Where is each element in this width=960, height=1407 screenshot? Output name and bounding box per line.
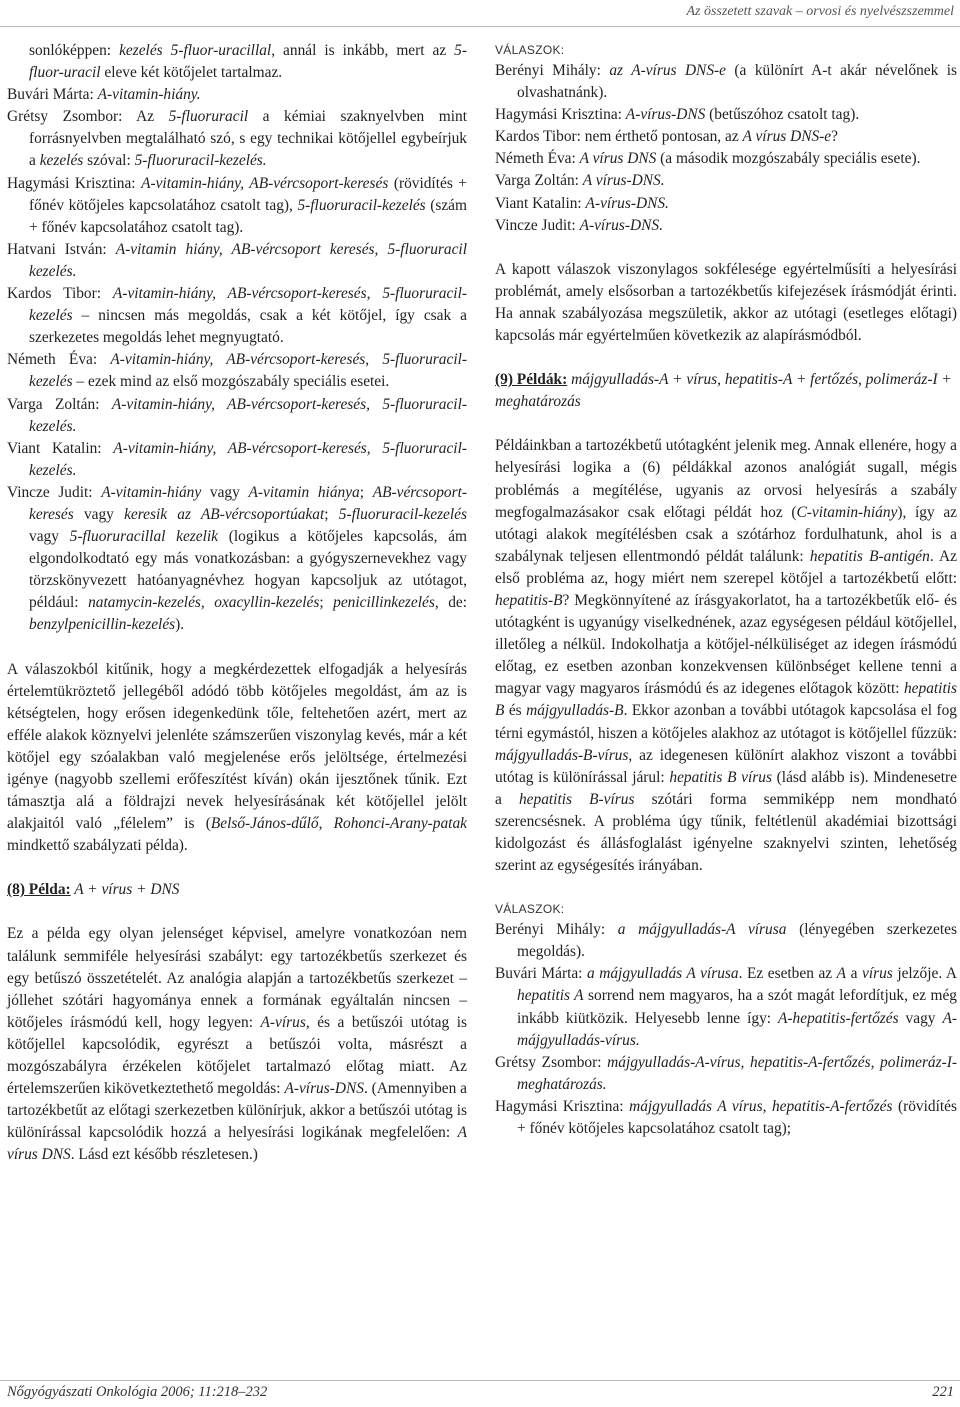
answer-buvari-2: Buvári Márta: a májgyulladás A vírusa. Ez esetben az A a vírus jelzője. A hepatitis A sorrend nem magyaros, ha a szót magát lefordítjuk, ez még inkább kiütközik. Helyesebb lenne így: A-hepatitis-fertőzés vagy A-májgyulladás-vírus. — [495, 965, 958, 1049]
left-column — [7, 40, 467, 1167]
answer-nemeth: Németh Éva: A-vitamin-hiány, AB-vércsoport-keresés, 5-fluoruracil-kezelés – ezek mind az első mozgószabály speciális esetei. — [7, 351, 467, 391]
answer-viant: Viant Katalin: A-vitamin-hiány, AB-vércsoport-keresés, 5-fluoruracil-kezelés. — [7, 439, 467, 479]
page-number: 221 — [932, 1384, 954, 1400]
answer-kardos: Kardos Tibor: nem érthető pontosan, az A vírus DNS-e? — [495, 128, 838, 146]
answer-hagymasi-2: Hagymási Krisztina: májgyulladás A vírus, hepatitis-A-fertőzés (rövidítés + főnév kötőjeles kapcsolatához csatolt tag); — [495, 1097, 957, 1138]
answer-hagymasi: Hagymási Krisztina: A-vírus-DNS (betűszóhoz csatolt tag). — [495, 106, 860, 124]
answer-berenyi-2: Berényi Mihály: a májgyulladás-A vírusa (lényegében szerkezetes megoldás). — [495, 921, 957, 961]
answer-kardos: Kardos Tibor: A-vitamin-hiány, AB-vércsoport-keresés, 5-fluoruracil-kezelés – nincsen más megoldás, csak a két kötőjel, így csak a szerkezetes megoldás lehet megnyugtató. — [7, 285, 467, 347]
body-paragraph-2: Ez a példa egy olyan jelenséget képvisel, amelyre vonatkozóan nem találunk semmiféle helyesírási szabályt: egy tartozékbetűs szerkezet és egy betűszó összetételét. Az analógia alapján a tartozékbetűs szerkezet – jóllehet szótári hagyománya ennek a formának egyáltalán nincsen – kötőjeles írásmódú kell, hogy legyen: A-vírus, és a betűszói utótag is kötőjellel kapcsolódik, egyrészt a betűszói volta, másrészt a mozgószabályra érzékelen kötőjelet tartalmazó előtag miatt. Az értelemszerűen kikövetkeztethető megoldás: A-vírus-DNS. (Amennyiben a tartozékbetűt az előtagi szerkezetben különírjuk, akkor a betűszói utótag is különírással kapcsolódik hozzá a helyesírási logikának megfelelően: A vírus DNS. Lásd ezt később részletesen.) — [7, 925, 468, 1164]
right-column — [495, 40, 957, 1140]
body-paragraph-3: A kapott válaszok viszonylagos sokfélesége egyértelműsíti a helyesírási problémát, amely elsősorban a tartozékbetűs kifejezések írásmódját érinti. Ha annak szabályozása megszületik, akkor az utótagi (esetleges előtagi) kapcsolás már egyértelműen következik az alapírásmódból. — [495, 260, 957, 345]
answer-varga: Varga Zoltán: A-vitamin-hiány, AB-vércsoport-keresés, 5-fluoruracil-kezelés. — [7, 395, 467, 435]
footer-journal: Nőgyógyászati Onkológia 2006; 11:218–232 — [7, 1384, 268, 1400]
footer-rule — [0, 1380, 960, 1381]
answer-nemeth: Németh Éva: A vírus DNS (a második mozgószabály speciális esete). — [495, 150, 921, 168]
body-paragraph-4: Példáinkban a tartozékbetű utótagként jelenik meg. Annak ellenére, hogy a helyesírási logika a (6) példákkal azonos analógiát sugall, mégis problémás a megítélése, ugyanis az orvosi helyesírás a szabály megfogalmazásakor csak előtagi példát hoz (C-vitamin-hiány), így az utótagi alakok megítélésben csak a szótárhoz fordulhatunk, ahol is a szabálynak teljesen ellentmondó példát találunk: hepatitis B-antigén. Az első probléma az, hogy miért nem szerepel kötőjel a tartozékbetű előtt: hepatitis-B? Megkönnyítené az írásgyakorlatot, ha a tartozékbetűk elő- és utótagként is ugyanúgy viselkednének, azaz egységesen például kötőjellel, illetőleg a nélkül. Indokolhatja a kötőjel-nélküliséget az idegen írásmódú előtag, ez esetben azonban konzekvensen különbséget kellene tenni a magyar vagy magyaros írásmódú és az idegenes előtagok között: hepatitis B és májgyulladás-B. Ekkor azonban a további utótagok kapcsolása el fog térni egymástól, hiszen a kötőjeles alakhoz az utótagot is kötőjellel fűzzük: májgyulladás-B-vírus, az idegenesen különírt alakhoz viszont a további utótag is különírással járul: hepatitis B vírus (lásd alább is). Mindenesetre a hepatitis B-vírus szótári forma semmiképp nem mondható szerencsésnek. A probléma úgy tűnik, feltétlenül akadémiai bizottsági kidolgozást és állásfoglalást igényelne szaknyelvi szinten, lehetőség szerint az egységesítés irányában. — [495, 437, 958, 875]
continuation-paragraph: sonlóképpen: kezelés 5-fluor-uracillal, annál is inkább, mert az 5-fluor-uracil eleve két kötőjelet tartalmaz. — [29, 42, 467, 82]
answer-gretsy: Grétsy Zsombor: Az 5-fluoruracil a kémiai szaknyelvben mint forrásnyelvben megtalálható szó, s egy technikai kötőjellel egybeírjuk a kezelés szóval: 5-fluoruracil-kezelés. — [7, 108, 467, 170]
answer-hagymasi: Hagymási Krisztina: A-vitamin-hiány, AB-vércsoport-keresés (rövidítés + főnév kötőjeles kapcsolatához csatolt tag), 5-fluoruracil-kezelés (szám + főnév kapcsolatához csatolt tag). — [7, 174, 467, 236]
example-9: (9) Példák: májgyulladás-A + vírus, hepatitis-A + fertőzés, polimeráz-I + meghatározás — [495, 371, 952, 411]
answer-buvari: Buvári Márta: A-vitamin-hiány. — [7, 86, 201, 104]
example-8: (8) Példa: A + vírus + DNS — [7, 881, 180, 899]
answers-label: VÁLASZOK: — [495, 43, 565, 57]
answer-vincze: Vincze Judit: A-vírus-DNS. — [495, 216, 663, 234]
answer-berenyi: Berényi Mihály: az A-vírus DNS-e (a különírt A-t akár névelőnek is olvashatnánk). — [495, 62, 957, 102]
answer-hatvani: Hatvani István: A-vitamin hiány, AB-vércsoport keresés, 5-fluoruracil kezelés. — [7, 240, 467, 280]
answer-vincze: Vincze Judit: A-vitamin-hiány vagy A-vitamin hiánya; AB-vércsoport-keresés vagy keresik az AB-vércsoportúakat; 5-fluoruracil-kezelés vagy 5-fluoruracillal kezelik (logikus a kötőjeles kapcsolás, ám elgondolkodtató egy más vonatkozásban: a gyógyszernevekhez vagy törzskönyvezett hatóanyagnévhez hogyan kapcsoljuk az utótagot, például: natamycin-kezelés, oxacyllin-kezelés; penicillinkezelés, de: benzylpenicillin-kezelés). — [7, 483, 467, 634]
answer-viant: Viant Katalin: A-vírus-DNS. — [495, 194, 669, 212]
header-rule — [0, 26, 960, 27]
answer-gretsy-2: Grétsy Zsombor: májgyulladás-A-vírus, hepatitis-A-fertőzés, polimeráz-I-meghatározás. — [495, 1053, 957, 1093]
body-paragraph-1: A válaszokból kitűnik, hogy a megkérdezettek elfogadják a helyesírás értelemtükröztető jellegéből adódó több kötőjeles megoldást, ám az is kétségtelen, hogy erősen idegenkedünk tőle, feltehetően azért, mert az efféle alakok köznyelvi jelenléte számszerűen viszonylag kevés, már a két kötőjel egy szóalakban való megjelenése erős jelöltsége, értelmezési igénye (nagyobb szellemi erőfeszítést kíván) okán ijesztőnek tűnik. Ezt támasztja alá a földrajzi nevek helyesírásának két kötőjellel jelölt alakjaitól való „félelem” is (Belső-János-dűlő, Rohonci-Arany-patak mindkettő szabályzati példa). — [7, 660, 467, 855]
answer-varga: Varga Zoltán: A vírus-DNS. — [495, 172, 665, 190]
answers-label: VÁLASZOK: — [495, 902, 565, 917]
running-header: Az összetett szavak – orvosi és nyelvészszemmel — [686, 4, 954, 19]
